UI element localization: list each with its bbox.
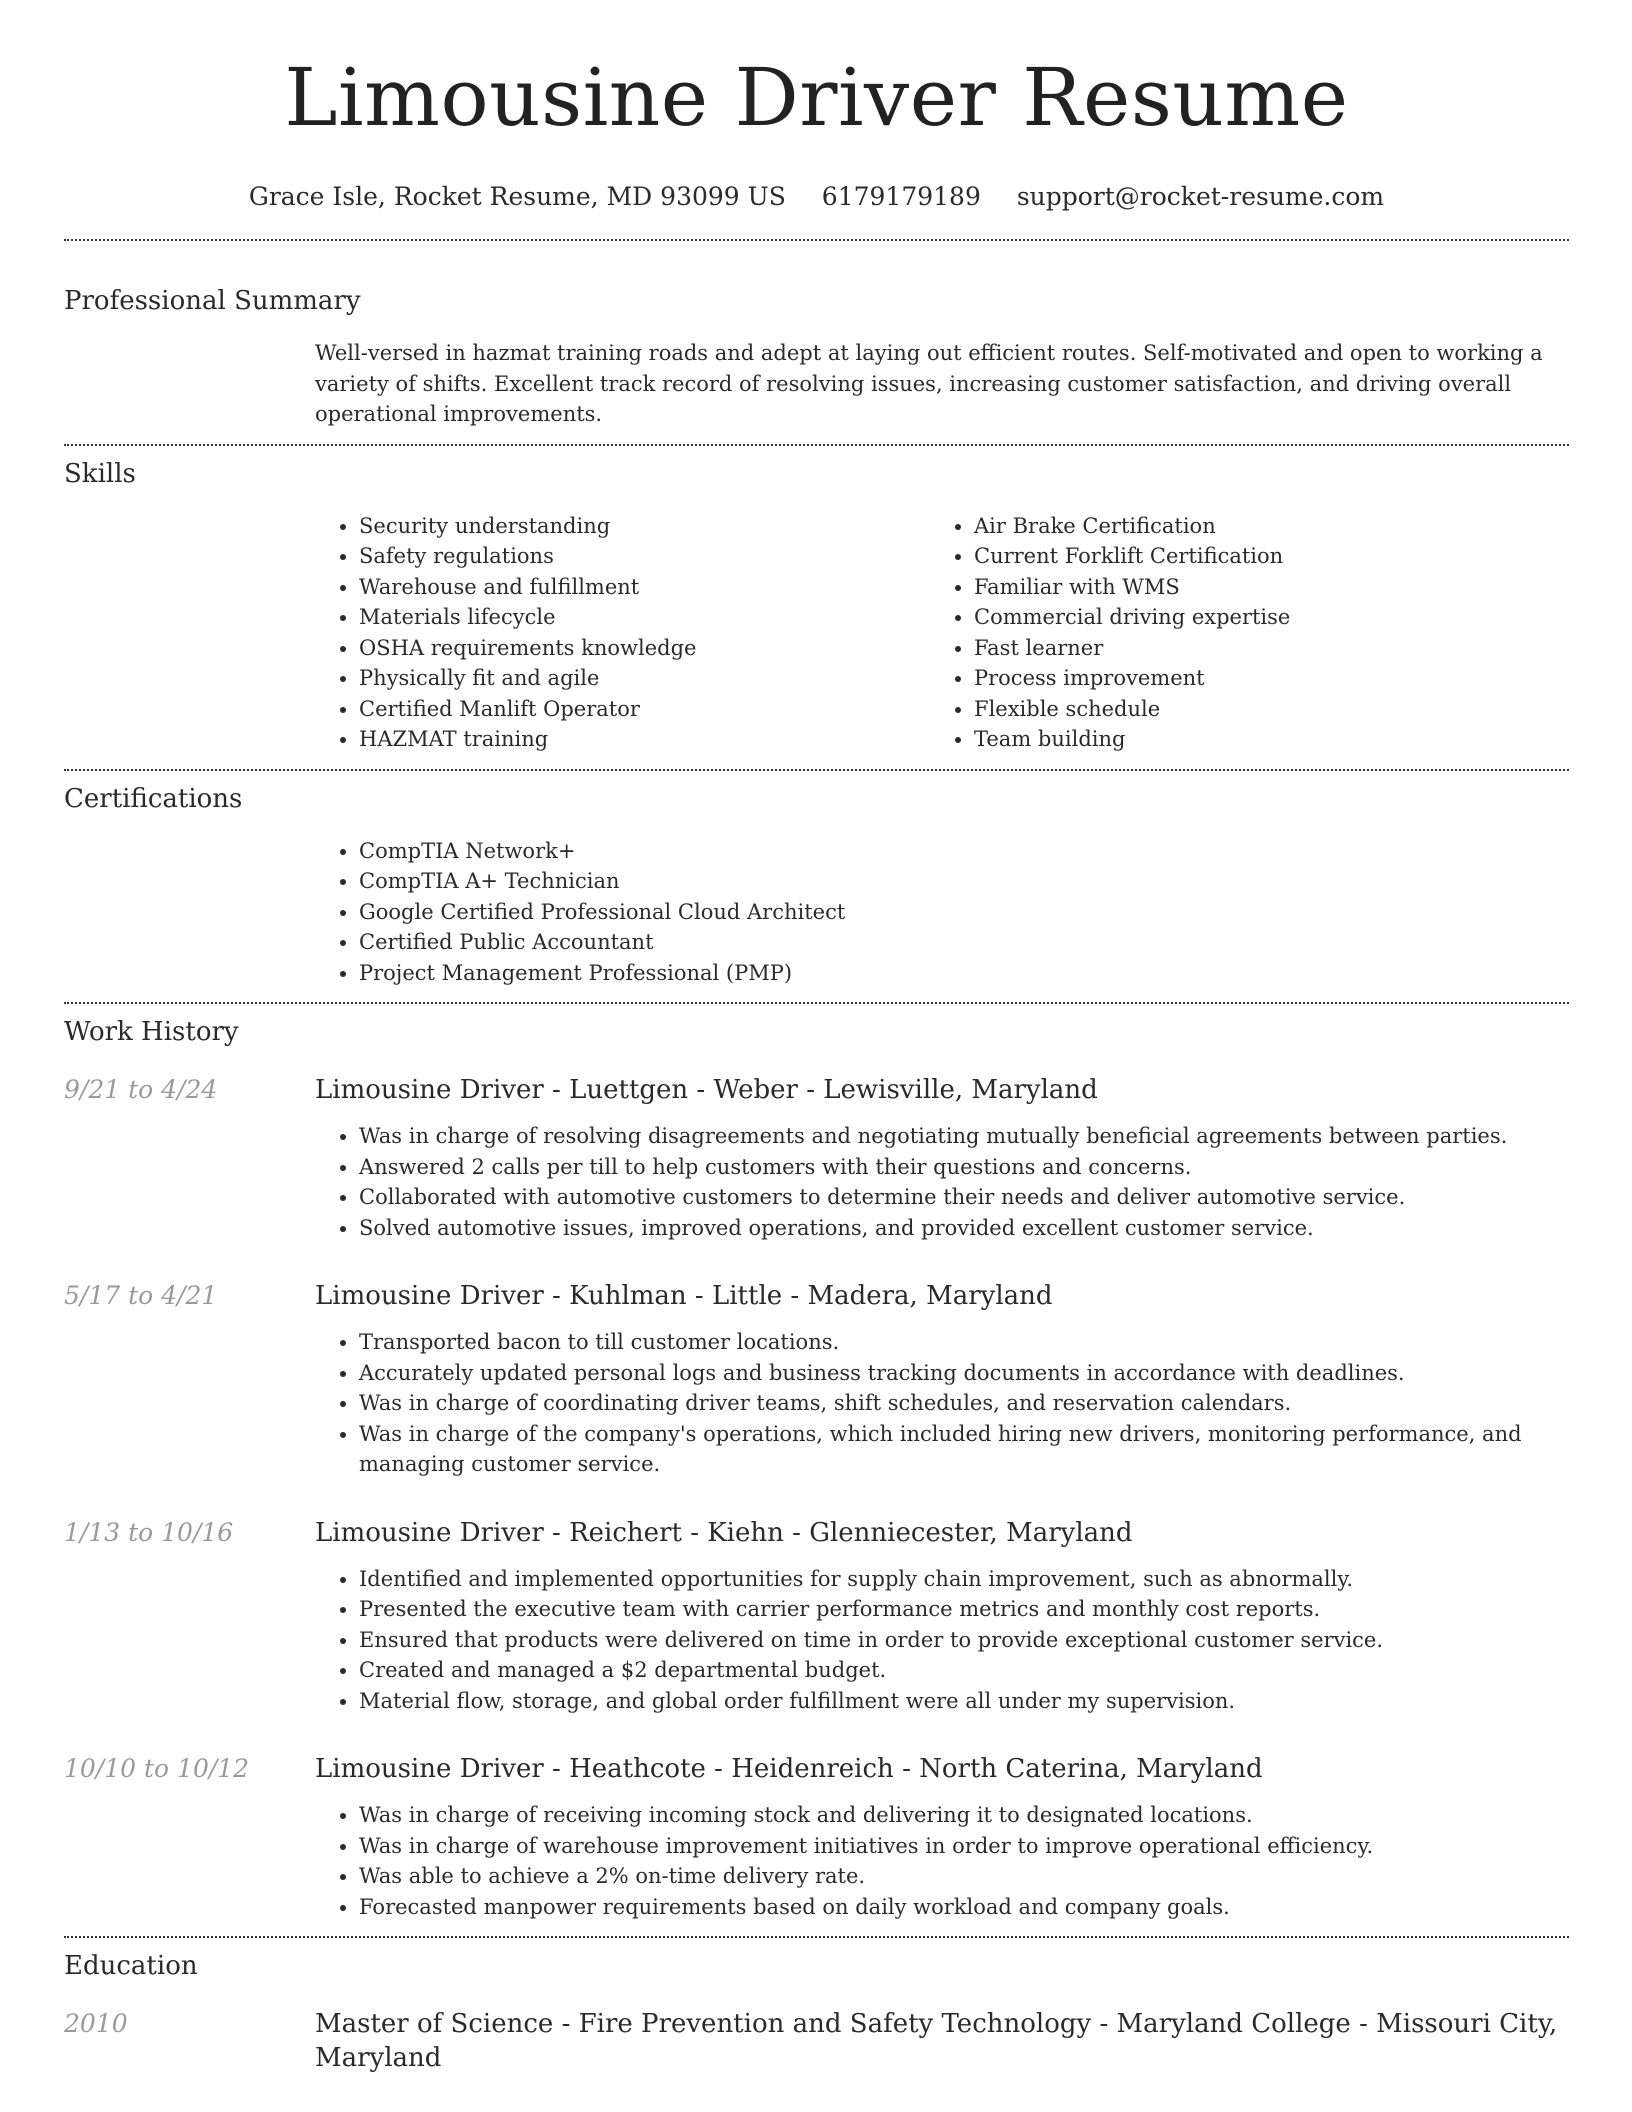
job-title: Limousine Driver - Luettgen - Weber - Lewisville, Maryland	[315, 1075, 1098, 1105]
job-bullet: • Was in charge of warehouse improvement initiatives in order to improve operational efficiency.	[359, 1831, 1569, 1862]
skill-item: • Warehouse and fulfillment	[359, 572, 930, 603]
job-bullets	[315, 1564, 1569, 1717]
skill-item: • Flexible schedule	[974, 694, 1545, 725]
section-divider	[64, 239, 1569, 241]
section-divider	[64, 444, 1569, 446]
education-entry	[64, 2007, 1569, 2075]
skill-item: • Certified Manlift Operator	[359, 694, 930, 725]
education-year: 2010	[64, 2009, 128, 2038]
section-divider	[64, 769, 1569, 771]
job-dates: 1/13 to 10/16	[64, 1517, 234, 1547]
job-entry	[64, 1516, 1569, 1717]
skill-item: • Commercial driving expertise	[974, 602, 1545, 633]
job-bullets	[315, 1327, 1569, 1480]
education-heading: Education	[64, 1951, 198, 1981]
skill-item: • Fast learner	[974, 633, 1545, 664]
job-bullet: • Was in charge of the company's operations, which included hiring new drivers, monitoring performance, and managing customer service.	[359, 1419, 1569, 1480]
job-bullet: • Ensured that products were delivered on time in order to provide exceptional customer service.	[359, 1625, 1569, 1656]
work-history-section	[64, 1015, 1569, 1922]
job-bullet: • Was in charge of resolving disagreements and negotiating mutually beneficial agreements between parties.	[359, 1121, 1569, 1152]
skills-section	[64, 457, 1569, 755]
job-bullet: • Material flow, storage, and global order fulfillment were all under my supervision.	[359, 1686, 1569, 1717]
job-title: Limousine Driver - Heathcote - Heidenreich - North Caterina, Maryland	[315, 1754, 1263, 1784]
job-entry	[64, 1279, 1569, 1480]
skill-item: • Process improvement	[974, 663, 1545, 694]
job-entry	[64, 1752, 1569, 1922]
job-dates: 9/21 to 4/24	[64, 1075, 218, 1104]
certification-item: • CompTIA Network+	[359, 836, 1569, 867]
summary-text: Well-versed in hazmat training roads and adept at laying out efficient routes. Self-motivated and open to working a variety of shifts. Excellent track record of resolving issues, increasing customer satisfaction, and driving overall operational improvements.	[315, 341, 1543, 426]
contact-email: support@rocket-resume.com	[1016, 182, 1385, 211]
skill-item: • Safety regulations	[359, 541, 930, 572]
job-title: Limousine Driver - Kuhlman - Little - Madera, Maryland	[315, 1281, 1053, 1311]
education-section	[64, 1949, 1569, 2075]
education-title: Master of Science - Fire Prevention and Safety Technology - Maryland College - Missouri City, Maryland	[315, 2009, 1558, 2073]
resume-page	[64, 0, 1569, 2075]
skill-item: • Air Brake Certification	[974, 511, 1545, 542]
skill-item: • Familiar with WMS	[974, 572, 1545, 603]
job-bullet: • Accurately updated personal logs and business tracking documents in accordance with deadlines.	[359, 1358, 1569, 1389]
job-bullet: • Forecasted manpower requirements based on daily workload and company goals.	[359, 1892, 1569, 1923]
job-bullet: • Collaborated with automotive customers to determine their needs and deliver automotive service.	[359, 1182, 1569, 1213]
job-bullet: • Was in charge of coordinating driver teams, shift schedules, and reservation calendars.	[359, 1388, 1569, 1419]
skill-item: • HAZMAT training	[359, 724, 930, 755]
certification-item: • Google Certified Professional Cloud Architect	[359, 897, 1569, 928]
skills-column-right	[930, 511, 1545, 755]
job-entry	[64, 1073, 1569, 1243]
section-divider	[64, 1002, 1569, 1004]
skill-item: • Materials lifecycle	[359, 602, 930, 633]
section-divider	[64, 1936, 1569, 1938]
job-bullet: • Created and managed a $2 departmental budget.	[359, 1655, 1569, 1686]
job-bullet: • Presented the executive team with carrier performance metrics and monthly cost reports.	[359, 1594, 1569, 1625]
skills-heading: Skills	[64, 458, 136, 489]
skills-column-left	[315, 511, 930, 755]
job-bullets-wrap	[315, 1121, 1569, 1243]
skill-item: • Security understanding	[359, 511, 930, 542]
job-dates: 5/17 to 4/21	[64, 1281, 218, 1310]
work-history-heading: Work History	[64, 1017, 239, 1047]
job-bullets-wrap	[315, 1800, 1569, 1922]
job-dates: 10/10 to 10/12	[64, 1754, 250, 1783]
job-bullet: • Solved automotive issues, improved operations, and provided excellent customer service.	[359, 1213, 1569, 1244]
certifications-list-wrap	[315, 836, 1569, 989]
contact-line	[64, 180, 1569, 214]
job-bullet: • Was able to achieve a 2% on-time delivery rate.	[359, 1861, 1569, 1892]
job-bullets	[315, 1121, 1569, 1243]
job-bullets	[315, 1800, 1569, 1922]
skill-item: • OSHA requirements knowledge	[359, 633, 930, 664]
certifications-heading: Certifications	[64, 783, 243, 814]
job-bullets-wrap	[315, 1327, 1569, 1480]
summary-heading: Professional Summary	[64, 286, 361, 316]
job-bullet: • Identified and implemented opportunities for supply chain improvement, such as abnormally.	[359, 1564, 1569, 1595]
skill-item: • Physically fit and agile	[359, 663, 930, 694]
job-bullet: • Answered 2 calls per till to help customers with their questions and concerns.	[359, 1152, 1569, 1183]
job-bullet: • Transported bacon to till customer locations.	[359, 1327, 1569, 1358]
skills-columns	[315, 511, 1569, 755]
contact-address: Grace Isle, Rocket Resume, MD 93099 US	[248, 182, 786, 211]
certifications-section	[64, 782, 1569, 989]
contact-phone: 6179179189	[821, 182, 981, 211]
job-bullet: • Was in charge of receiving incoming stock and delivering it to designated locations.	[359, 1800, 1569, 1831]
job-bullets-wrap	[315, 1564, 1569, 1717]
resume-title: Limousine Driver Resume	[284, 51, 1349, 144]
certification-item: • Project Management Professional (PMP)	[359, 958, 1569, 989]
certification-item: • CompTIA A+ Technician	[359, 866, 1569, 897]
summary-section	[64, 284, 1569, 430]
certification-item: • Certified Public Accountant	[359, 927, 1569, 958]
skill-item: • Current Forklift Certification	[974, 541, 1545, 572]
job-title: Limousine Driver - Reichert - Kiehn - Glenniecester, Maryland	[315, 1517, 1133, 1548]
certifications-list	[315, 836, 1569, 989]
skill-item: • Team building	[974, 724, 1545, 755]
